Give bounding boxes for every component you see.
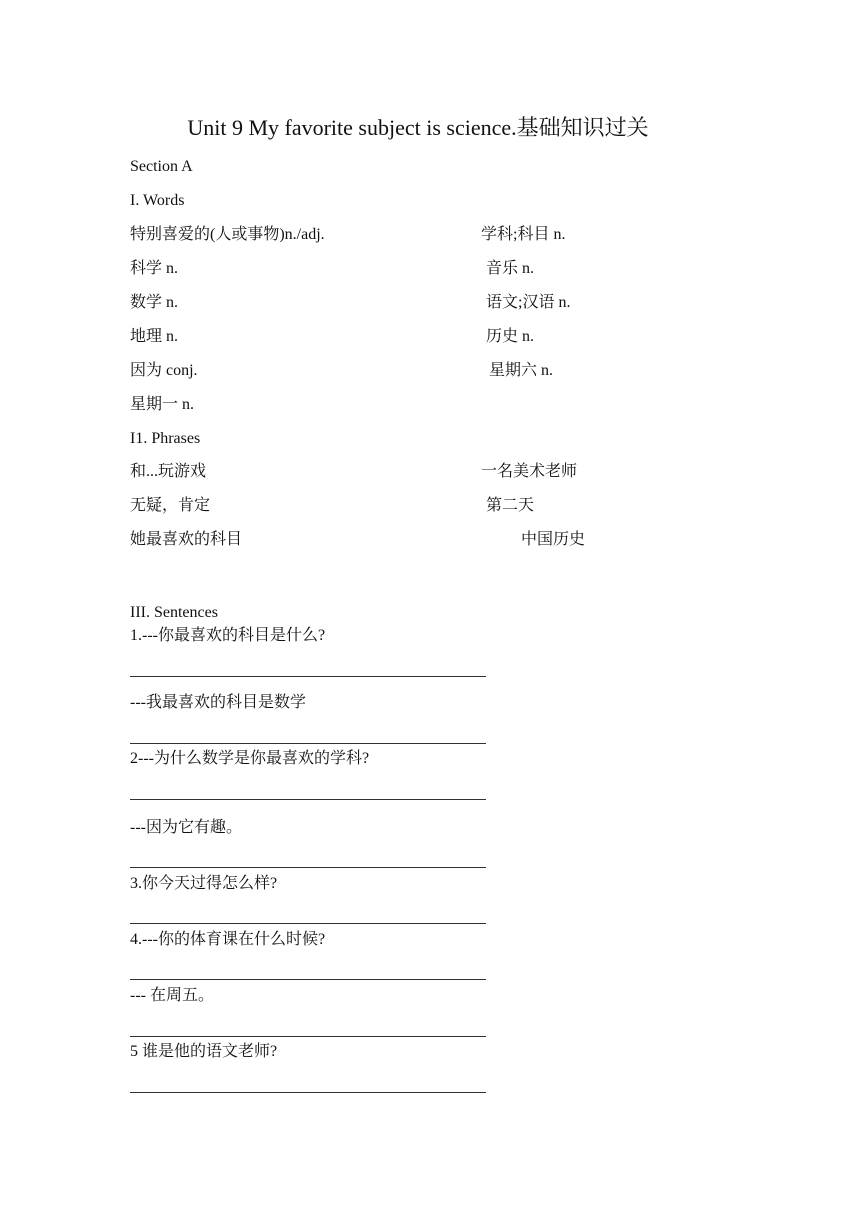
word-item-math: 数学 n. — [130, 294, 179, 311]
phrase-item-chinese-history: 中国历史 — [521, 531, 586, 548]
phrase-item-for-sure: 无疑，肯定 — [130, 497, 211, 514]
word-item-music: 音乐 n. — [486, 260, 535, 277]
phrases-heading: I1. Phrases — [130, 430, 201, 447]
word-item-subject: 学科;科目 n. — [481, 226, 566, 243]
answer-line-3[interactable] — [130, 799, 486, 800]
sentence-prompt-4-answer: --- 在周五。 — [130, 987, 214, 1004]
section-label: Section A — [130, 158, 193, 175]
page-title: Unit 9 My favorite subject is science.基础知识过关 — [187, 115, 649, 140]
sentence-prompt-4: 4.---你的体育课在什么时候? — [130, 931, 326, 948]
word-item-favorite: 特别喜爱的(人或事物)n./adj. — [130, 226, 325, 243]
sentence-prompt-2-answer: ---因为它有趣。 — [130, 819, 242, 836]
answer-line-4[interactable] — [130, 867, 486, 868]
answer-line-1[interactable] — [130, 676, 486, 677]
sentence-prompt-5: 5 谁是他的语文老师? — [130, 1043, 278, 1060]
word-item-saturday: 星期六 n. — [489, 362, 554, 379]
word-item-monday: 星期一 n. — [130, 396, 195, 413]
answer-line-7[interactable] — [130, 1036, 486, 1037]
word-item-chinese: 语文;汉语 n. — [486, 294, 571, 311]
answer-line-2[interactable] — [130, 743, 486, 744]
sentence-prompt-1: 1.---你最喜欢的科目是什么? — [130, 627, 326, 644]
answer-line-5[interactable] — [130, 923, 486, 924]
sentence-prompt-1-answer: ---我最喜欢的科目是数学 — [130, 694, 306, 711]
phrase-item-art-teacher: 一名美术老师 — [481, 463, 578, 480]
phrase-item-play-games: 和...玩游戏 — [130, 463, 207, 480]
sentences-heading: III. Sentences — [130, 604, 218, 621]
sentence-prompt-3: 3.你今天过得怎么样? — [130, 875, 278, 892]
phrase-item-next-day: 第二天 — [486, 497, 535, 514]
answer-line-6[interactable] — [130, 979, 486, 980]
phrase-item-her-favorite: 她最喜欢的科目 — [130, 531, 243, 548]
answer-line-8[interactable] — [130, 1092, 486, 1093]
words-heading: I. Words — [130, 192, 185, 209]
word-item-history: 历史 n. — [486, 328, 535, 345]
word-item-geography: 地理 n. — [130, 328, 179, 345]
word-item-science: 科学 n. — [130, 260, 179, 277]
sentence-prompt-2: 2---为什么数学是你最喜欢的学科? — [130, 750, 370, 767]
word-item-because: 因为 conj. — [130, 362, 198, 379]
